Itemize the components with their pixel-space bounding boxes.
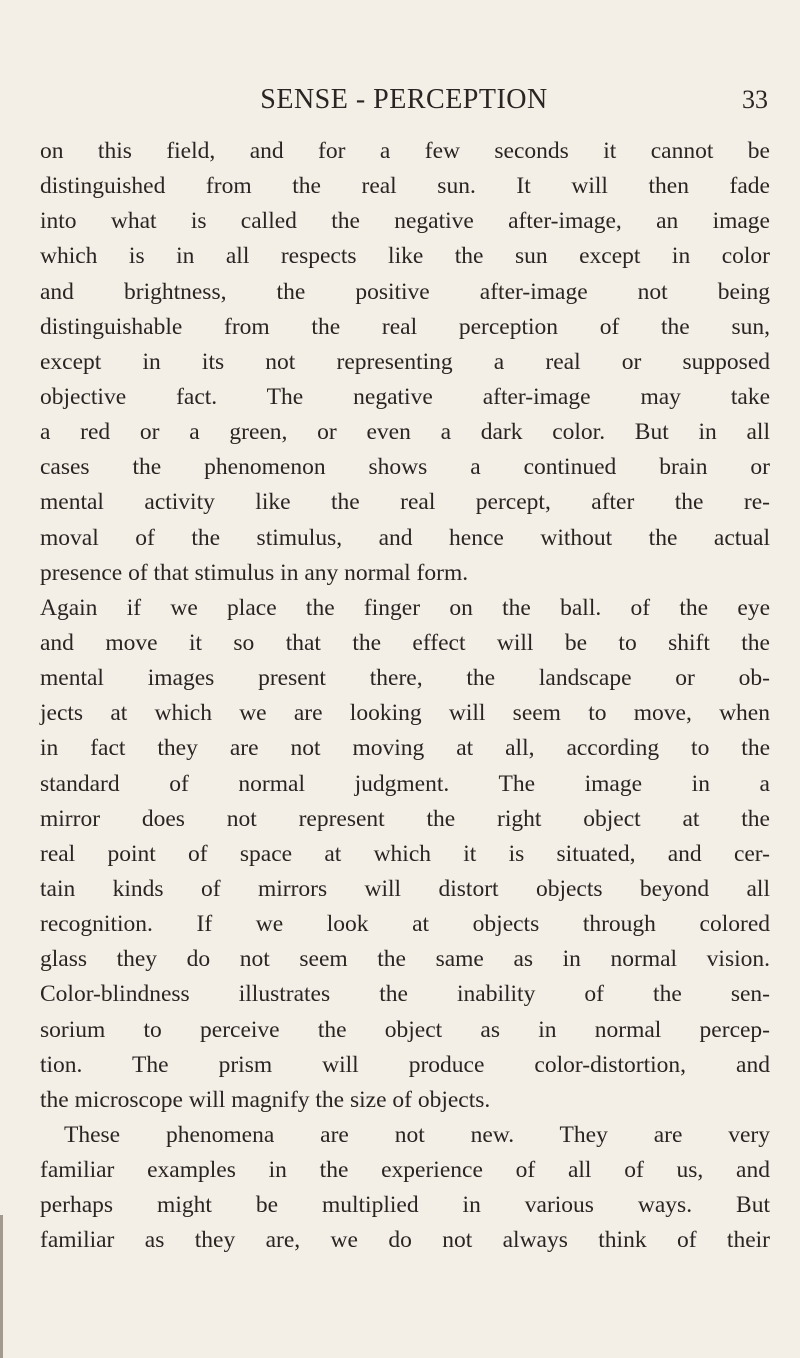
text-line: mental activity like the real percept, after the re- xyxy=(40,489,770,516)
text-line: the microscope will magnify the size of objects. xyxy=(40,1086,491,1113)
text-line: Color-blindness illustrates the inability of the sen- xyxy=(40,981,770,1008)
text-line: perhaps might be multiplied in various ways. But xyxy=(40,1192,770,1219)
text-line: recognition. If we look at objects through colored xyxy=(40,911,770,938)
text-line: mental images present there, the landscape or ob- xyxy=(40,665,770,692)
text-line: familiar as they are, we do not always think of their xyxy=(40,1227,770,1254)
text-line: jects at which we are looking will seem to move, when xyxy=(40,700,770,727)
running-title: SENSE - PERCEPTION xyxy=(260,84,548,115)
text-line: sorium to perceive the object as in normal percep- xyxy=(40,1016,770,1043)
running-head xyxy=(40,82,768,118)
text-line: These phenomena are not new. They are very xyxy=(64,1121,770,1148)
text-line: and move it so that the effect will be to shift the xyxy=(40,629,770,656)
text-line: distinguished from the real sun. It will then fade xyxy=(40,173,770,200)
text-line: and brightness, the positive after-image not being xyxy=(40,278,770,305)
text-line: objective fact. The negative after-image may take xyxy=(40,383,770,410)
text-line: moval of the stimulus, and hence without the actual xyxy=(40,524,770,551)
body-text xyxy=(40,134,770,1259)
text-line: tain kinds of mirrors will distort objects beyond all xyxy=(40,875,770,902)
text-line: distinguishable from the real perception of the sun, xyxy=(40,313,770,340)
text-line: real point of space at which it is situated, and cer- xyxy=(40,840,770,867)
text-line: presence of that stimulus in any normal form. xyxy=(40,559,469,586)
text-line: cases the phenomenon shows a continued brain or xyxy=(40,454,770,481)
text-line: on this field, and for a few seconds it cannot be xyxy=(40,138,770,164)
text-line: glass they do not seem the same as in normal vision. xyxy=(40,946,770,973)
text-line: in fact they are not moving at all, according to the xyxy=(40,735,770,762)
text-line: mirror does not represent the right object at the xyxy=(40,805,770,832)
text-line: Again if we place the finger on the ball. of the eye xyxy=(40,594,770,621)
text-line: familiar examples in the experience of all of us, and xyxy=(40,1157,770,1184)
page-edge-shadow xyxy=(0,1215,3,1358)
text-line: which is in all respects like the sun except in color xyxy=(40,243,770,270)
text-line: except in its not representing a real or supposed xyxy=(40,348,770,375)
text-line: into what is called the negative after-image, an image xyxy=(40,208,770,235)
page-number: 33 xyxy=(742,85,768,114)
text-line: a red or a green, or even a dark color. But in all xyxy=(40,419,770,446)
text-line: tion. The prism will produce color-distortion, and xyxy=(40,1051,770,1078)
text-line: standard of normal judgment. The image in a xyxy=(40,770,770,797)
